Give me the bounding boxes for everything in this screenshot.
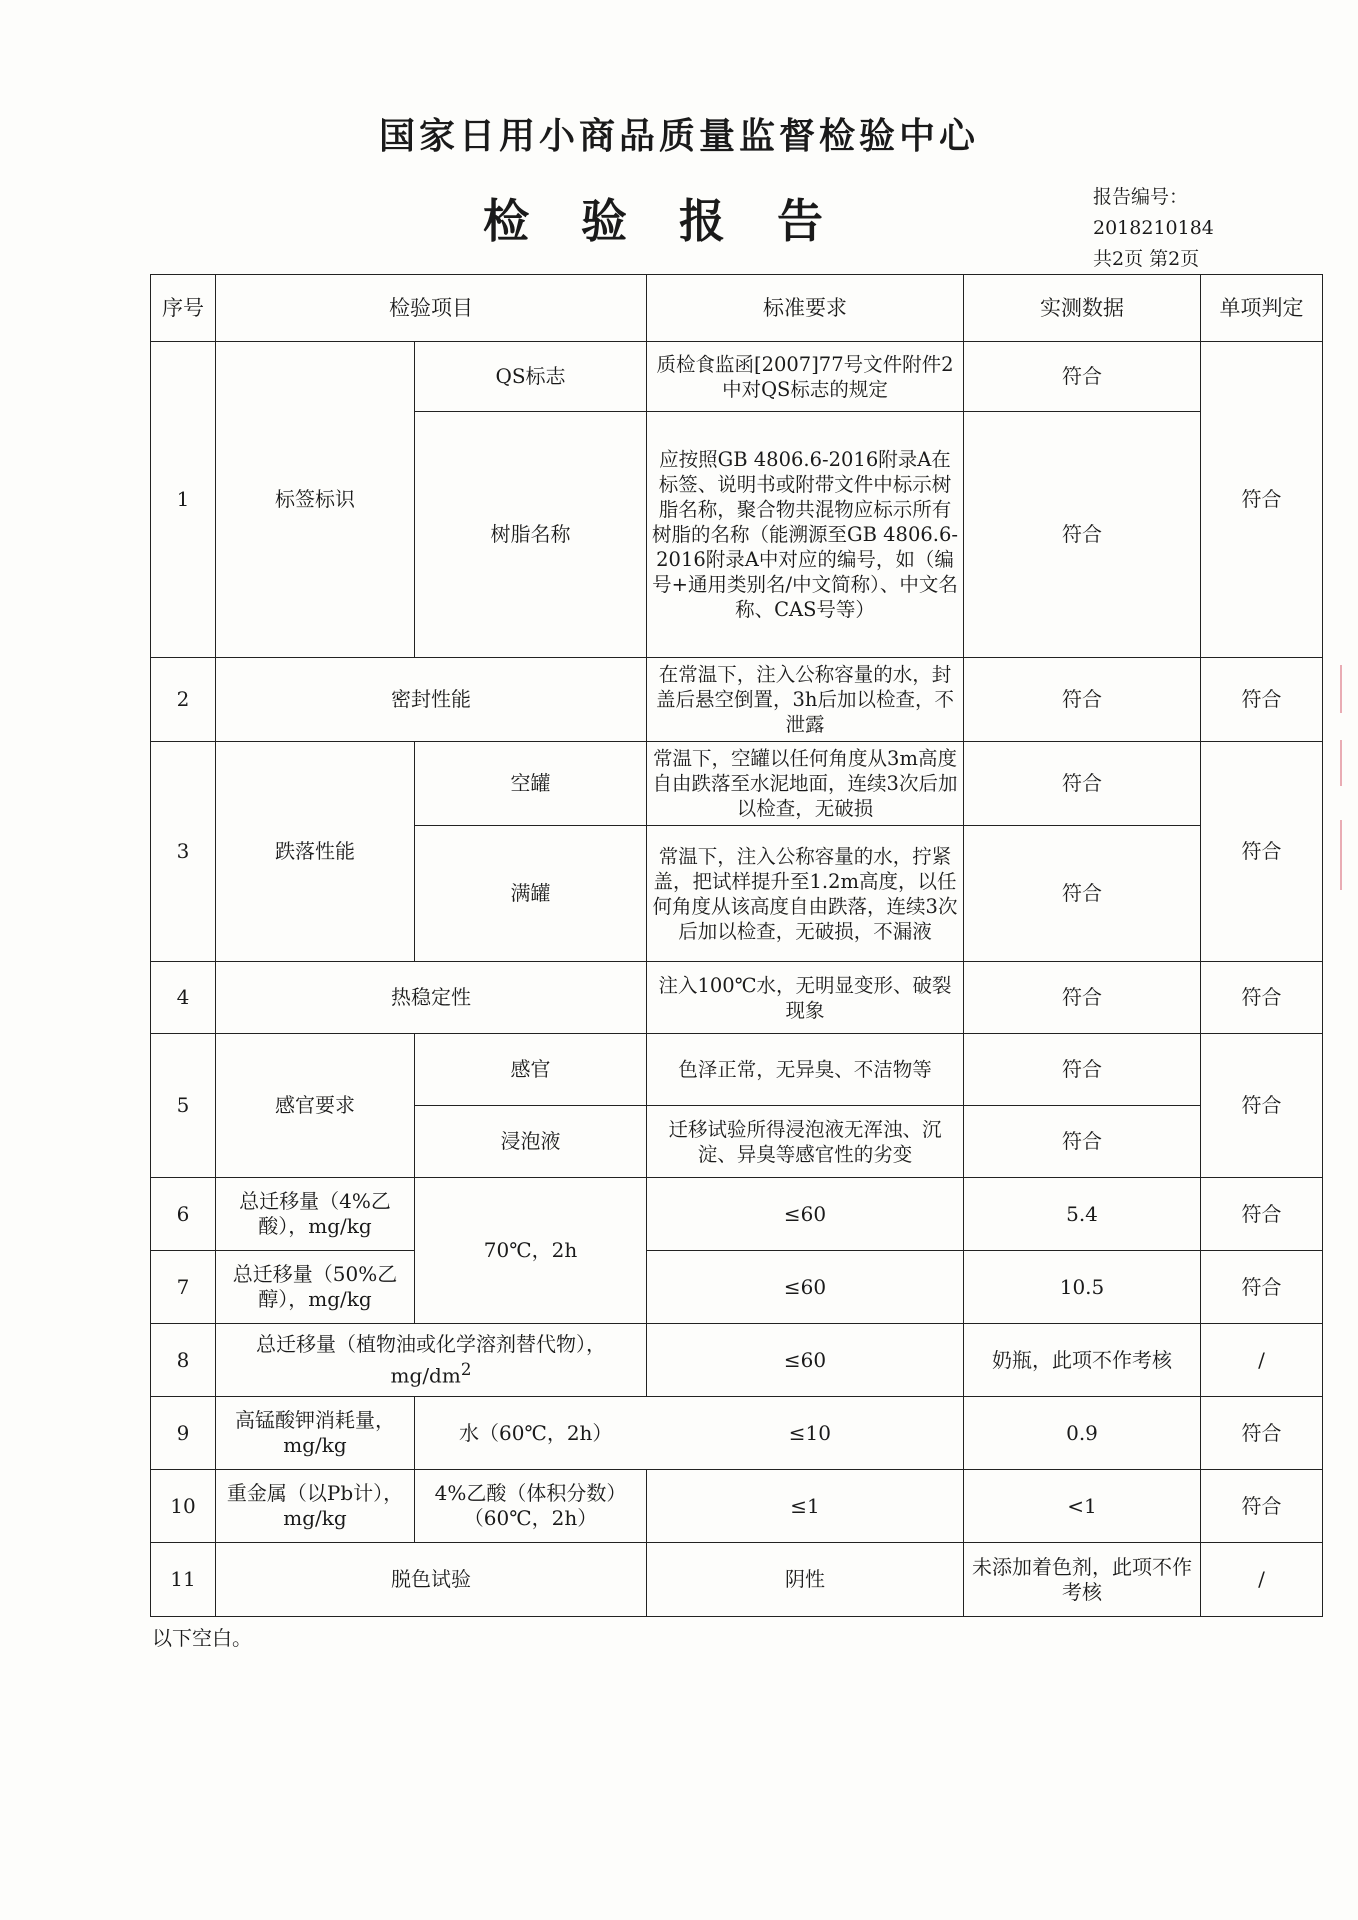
measured-cell: 符合 (964, 962, 1201, 1034)
measured-cell: 符合 (964, 1034, 1201, 1106)
table-row (151, 658, 1323, 742)
subitem-cell: 浸泡液 (415, 1106, 647, 1178)
verdict-cell: 符合 (1201, 742, 1323, 962)
seq-cell: 7 (151, 1251, 216, 1324)
end-note: 以下空白。 (152, 1626, 252, 1650)
unit-superscript: 2 (460, 1359, 472, 1379)
seq-cell: 3 (151, 742, 216, 962)
standard-cell: 在常温下，注入公称容量的水，封盖后悬空倒置，3h后加以检查，不泄露 (647, 658, 964, 742)
subitem-cell: QS标志 (415, 342, 647, 412)
standard-cell: ≤1 (647, 1470, 964, 1543)
seq-cell: 9 (151, 1397, 216, 1470)
item-cell: 标签标识 (216, 342, 415, 658)
measured-cell: 0.9 (964, 1397, 1201, 1470)
measured-cell: 5.4 (964, 1178, 1201, 1251)
measured-cell: 符合 (964, 658, 1201, 742)
col-header-item: 检验项目 (216, 275, 647, 342)
verdict-cell: / (1201, 1543, 1323, 1617)
measured-cell: 符合 (964, 826, 1201, 962)
report-no-label: 报告编号： (1093, 186, 1189, 208)
measured-cell: 10.5 (964, 1251, 1201, 1324)
measured-cell: 奶瓶，此项不作考核 (964, 1324, 1201, 1397)
subitem-cell: 树脂名称 (415, 412, 647, 658)
item-cell: 高锰酸钾消耗量，mg/kg (216, 1397, 415, 1470)
verdict-cell: 符合 (1201, 1251, 1323, 1324)
table-row (151, 1178, 1323, 1251)
table-header-row (151, 275, 1323, 342)
subitem-cell: 空罐 (415, 742, 647, 826)
seq-cell: 11 (151, 1543, 216, 1617)
verdict-cell: / (1201, 1324, 1323, 1397)
subitem-cell: 感官 (415, 1034, 647, 1106)
standard-cell: 应按照GB 4806.6-2016附录A在标签、说明书或附带文件中标示树脂名称，聚合物共混物应标示所有树脂的名称（能溯源至GB 4806.6-2016附录A中对应的编号，如（编号+通用类别名/中文简称）、中文名称、CAS号等） (647, 412, 964, 658)
verdict-cell: 符合 (1201, 342, 1323, 658)
col-header-standard: 标准要求 (647, 275, 964, 342)
seq-cell: 10 (151, 1470, 216, 1543)
item-cell: 密封性能 (216, 658, 647, 742)
condition-cell: 4%乙酸（体积分数）（60℃，2h） (415, 1470, 647, 1543)
item-unit (220, 1357, 642, 1389)
table-row (151, 1470, 1323, 1543)
verdict-cell: 符合 (1201, 1397, 1323, 1470)
page-info: 共2页 第2页 (1093, 248, 1200, 270)
standard-cell: 迁移试验所得浸泡液无浑浊、沉淀、异臭等感官性的劣变 (647, 1106, 964, 1178)
measured-cell: 符合 (964, 1106, 1201, 1178)
table-row (151, 1324, 1323, 1397)
measured-cell: 符合 (964, 342, 1201, 412)
standard-cell: ≤60 (647, 1178, 964, 1251)
report-title: 检验报告 (483, 194, 875, 248)
standard-cell: ≤60 (647, 1324, 964, 1397)
condition-standard-wrap (419, 1421, 959, 1446)
table-row (151, 1543, 1323, 1617)
standard-cell: ≤60 (647, 1251, 964, 1324)
item-cell: 总迁移量（50%乙醇），mg/kg (216, 1251, 415, 1324)
verdict-cell: 符合 (1201, 1470, 1323, 1543)
table-row (151, 1251, 1323, 1324)
measured-cell: 未添加着色剂，此项不作考核 (964, 1543, 1201, 1617)
seq-cell: 6 (151, 1178, 216, 1251)
condition-cell: 70℃，2h (415, 1178, 647, 1324)
item-cell: 脱色试验 (216, 1543, 647, 1617)
table-row (151, 1397, 1323, 1470)
table-row (151, 1034, 1323, 1106)
standard-cell: 常温下，空罐以任何角度从3m高度自由跌落至水泥地面，连续3次后加以检查，无破损 (647, 742, 964, 826)
seq-cell: 4 (151, 962, 216, 1034)
seal-edge-mark (1340, 665, 1356, 713)
seal-edge-mark (1340, 740, 1356, 786)
condition-standard-cell (415, 1397, 964, 1470)
seq-cell: 1 (151, 342, 216, 658)
seq-cell: 5 (151, 1034, 216, 1178)
org-title: 国家日用小商品质量监督检验中心 (378, 116, 979, 157)
verdict-cell: 符合 (1201, 1034, 1323, 1178)
item-text: 总迁移量（植物油或化学溶剂替代物）， (256, 1331, 606, 1356)
item-cell (216, 1324, 647, 1397)
item-cell: 跌落性能 (216, 742, 415, 962)
verdict-cell: 符合 (1201, 1178, 1323, 1251)
table-row (151, 342, 1323, 412)
standard-text: ≤10 (788, 1420, 831, 1445)
standard-cell: 常温下，注入公称容量的水，拧紧盖，把试样提升至1.2m高度，以任何角度从该高度自由跌落，连续3次后加以检查，无破损，不漏液 (647, 826, 964, 962)
standard-cell: 质检食监函[2007]77号文件附件2中对QS标志的规定 (647, 342, 964, 412)
seq-cell: 8 (151, 1324, 216, 1397)
measured-cell: 符合 (964, 742, 1201, 826)
standard-cell: 色泽正常，无异臭、不洁物等 (647, 1034, 964, 1106)
table-row (151, 742, 1323, 826)
item-cell: 热稳定性 (216, 962, 647, 1034)
seal-edge-mark (1340, 820, 1356, 890)
subitem-cell: 满罐 (415, 826, 647, 962)
condition-text: 水（60℃，2h） (459, 1420, 613, 1445)
table-row (151, 962, 1323, 1034)
unit-text: mg/dm (390, 1363, 461, 1388)
measured-cell: 符合 (964, 412, 1201, 658)
verdict-cell: 符合 (1201, 962, 1323, 1034)
col-header-verdict: 单项判定 (1201, 275, 1323, 342)
measured-cell: <1 (964, 1470, 1201, 1543)
col-header-measured: 实测数据 (964, 275, 1201, 342)
seq-cell: 2 (151, 658, 216, 742)
standard-cell: 阴性 (647, 1543, 964, 1617)
standard-cell: 注入100℃水，无明显变形、破裂现象 (647, 962, 964, 1034)
verdict-cell: 符合 (1201, 658, 1323, 742)
item-cell: 总迁移量（4%乙酸），mg/kg (216, 1178, 415, 1251)
col-header-seq: 序号 (151, 275, 216, 342)
item-cell: 重金属（以Pb计），mg/kg (216, 1470, 415, 1543)
inspection-table (150, 274, 1323, 1617)
report-no: 2018210184 (1093, 217, 1214, 239)
report-meta (1093, 182, 1214, 275)
item-cell: 感官要求 (216, 1034, 415, 1178)
